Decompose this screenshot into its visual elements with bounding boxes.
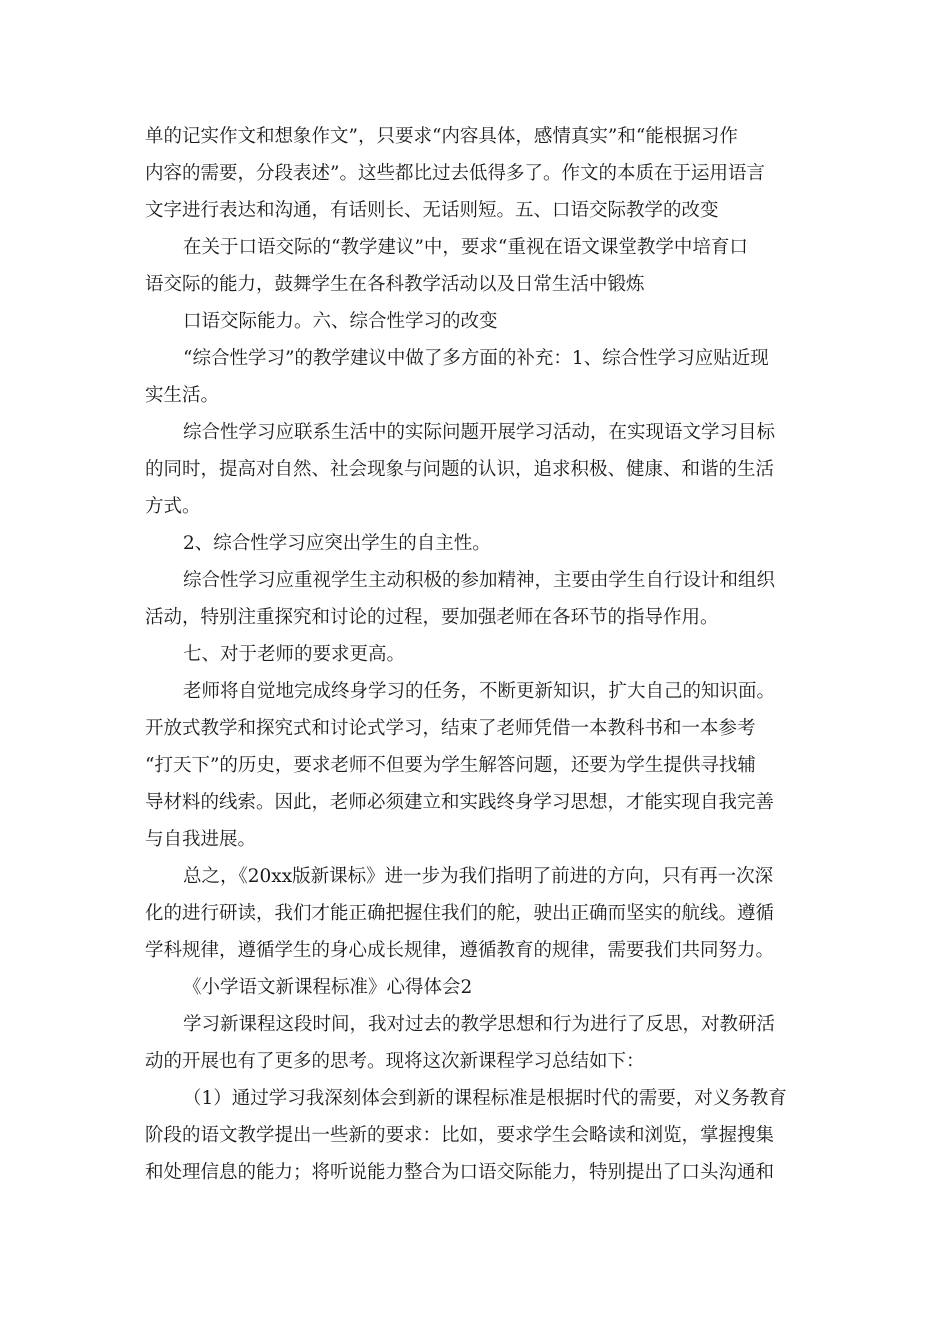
paragraph-first-line: 《小学语文新课程标准》心得体会2	[183, 977, 473, 998]
paragraph-line: 实生活。	[145, 385, 220, 406]
paragraph-first-line: 七、对于老师的要求更高。	[183, 644, 406, 665]
paragraph-line: 的同时，提高对自然、社会现象与问题的认识，追求积极、健康、和谐的生活	[145, 459, 775, 480]
paragraph-first-line: 2、综合性学习应突出学生的自主性。	[183, 533, 491, 554]
paragraph-line: 活动，特别注重探究和讨论的过程，要加强老师在各环节的指导作用。	[145, 607, 719, 628]
paragraph-first-line: 总之，《20xx版新课标》进一步为我们指明了前进的方向，只有再一次深	[183, 866, 774, 887]
paragraph-line: 文字进行表达和沟通，有话则长、无话则短。五、口语交际教学的改变	[145, 200, 719, 221]
paragraph-line: 动的开展也有了更多的思考。现将这次新课程学习总结如下：	[145, 1051, 645, 1072]
paragraph-line: “打天下”的历史，要求老师不但要为学生解答问题，还要为学生提供寻找辅	[145, 755, 756, 776]
paragraph-line: 与自我进展。	[145, 829, 257, 850]
paragraph-line: 方式。	[145, 496, 201, 517]
paragraph-first-line: 老师将自觉地完成终身学习的任务，不断更新知识，扩大自己的知识面。	[183, 681, 776, 702]
paragraph-line: 导材料的线索。因此，老师必须建立和实践终身学习思想，才能实现自我完善	[145, 792, 775, 813]
paragraph-line: 化的进行研读，我们才能正确把握住我们的舵，驶出正确而坚实的航线。遵循	[145, 903, 775, 924]
paragraph-first-line: 在关于口语交际的“教学建议”中，要求“重视在语文课堂教学中培育口	[183, 237, 748, 258]
paragraph-line: 阶段的语文教学提出一些新的要求：比如，要求学生会略读和浏览，掌握搜集	[145, 1125, 775, 1146]
paragraph-line: 语交际的能力，鼓舞学生在各科教学活动以及日常生活中锻炼	[145, 274, 645, 295]
paragraph-line: 学科规律，遵循学生的身心成长规律，遵循教育的规律，需要我们共同努力。	[145, 940, 775, 961]
document-body	[145, 118, 810, 1191]
paragraph-first-line: 口语交际能力。六、综合性学习的改变	[183, 311, 498, 332]
paragraph-line: 单的记实作文和想象作文”，只要求“内容具体，感情真实”和“能根据习作	[145, 126, 738, 147]
paragraph-first-line: 学习新课程这段时间，我对过去的教学思想和行为进行了反思，对教研活	[183, 1014, 776, 1035]
paragraph-first-line: 综合性学习应联系生活中的实际问题开展学习活动，在实现语文学习目标	[183, 422, 776, 443]
paragraph-line: 开放式教学和探究式和讨论式学习，结束了老师凭借一本教科书和一本参考	[145, 718, 756, 739]
paragraph-first-line: “综合性学习”的教学建议中做了多方面的补充：1、综合性学习应贴近现	[183, 348, 769, 369]
paragraph-line: 内容的需要，分段表述”。这些都比过去低得多了。作文的本质在于运用语言	[145, 163, 765, 184]
paragraph-line: 和处理信息的能力；将听说能力整合为口语交际能力，特别提出了口头沟通和	[145, 1162, 775, 1183]
paragraph-first-line: （1）通过学习我深刻体会到新的课程标准是根据时代的需要，对义务教育	[183, 1088, 787, 1109]
paragraph-first-line: 综合性学习应重视学生主动积极的参加精神，主要由学生自行设计和组织	[183, 570, 776, 591]
